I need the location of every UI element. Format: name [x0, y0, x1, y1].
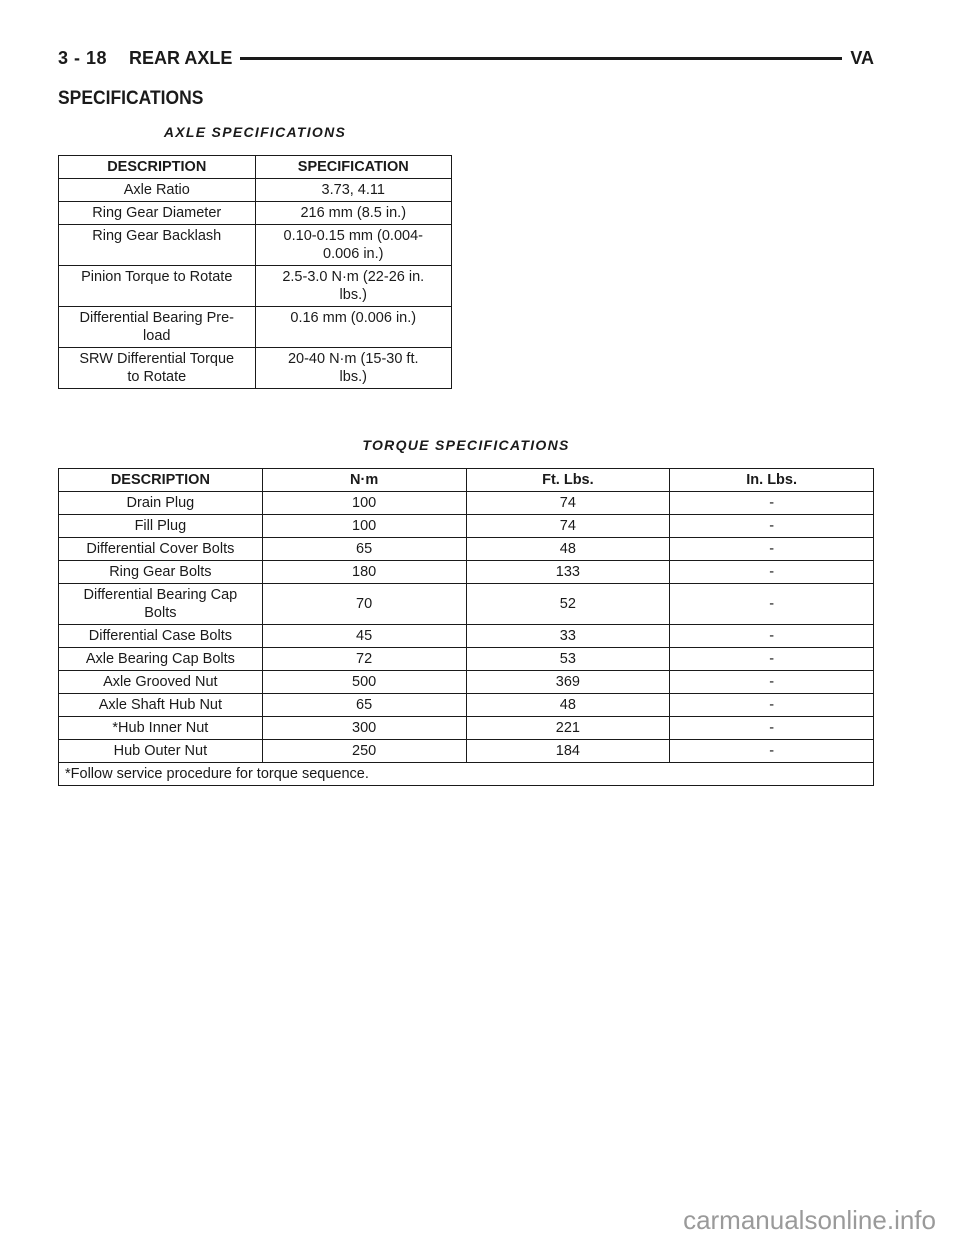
- table-cell: 65: [262, 694, 466, 717]
- table-cell: 0.10-0.15 mm (0.004- 0.006 in.): [255, 225, 452, 266]
- table-cell: Differential Case Bolts: [59, 625, 263, 648]
- table-cell: -: [670, 740, 874, 763]
- table-row: [59, 225, 452, 266]
- axle-specs-header-row: [59, 156, 452, 179]
- table-cell: 100: [262, 515, 466, 538]
- table-cell: Pinion Torque to Rotate: [59, 266, 256, 307]
- table-cell: 53: [466, 648, 670, 671]
- table-cell: -: [670, 584, 874, 625]
- axle-specs-title: AXLE SPECIFICATIONS: [163, 124, 347, 140]
- table-row: [59, 515, 874, 538]
- table-cell: 20-40 N·m (15-30 ft. lbs.): [255, 348, 452, 389]
- table-cell: 250: [262, 740, 466, 763]
- table-cell: 369: [466, 671, 670, 694]
- table-cell: Axle Ratio: [59, 179, 256, 202]
- table-cell: -: [670, 717, 874, 740]
- column-header: SPECIFICATION: [255, 156, 452, 179]
- table-row: [59, 266, 452, 307]
- table-cell: Hub Outer Nut: [59, 740, 263, 763]
- torque-specs-body: [59, 492, 874, 786]
- axle-specs-table: [58, 155, 452, 389]
- table-row: [59, 202, 452, 225]
- table-cell: Axle Grooved Nut: [59, 671, 263, 694]
- table-cell: -: [670, 625, 874, 648]
- table-row: [59, 307, 452, 348]
- table-cell: Axle Shaft Hub Nut: [59, 694, 263, 717]
- torque-specs-title: TORQUE SPECIFICATIONS: [362, 437, 570, 453]
- table-cell: 65: [262, 538, 466, 561]
- table-cell: 74: [466, 515, 670, 538]
- table-cell: 3.73, 4.11: [255, 179, 452, 202]
- page-header: [58, 44, 874, 72]
- table-row: [59, 179, 452, 202]
- table-row: [59, 492, 874, 515]
- section-title: REAR AXLE: [129, 47, 233, 68]
- table-cell: Differential Bearing Pre- load: [59, 307, 256, 348]
- table-cell: Ring Gear Diameter: [59, 202, 256, 225]
- table-cell: 33: [466, 625, 670, 648]
- header-rule: [240, 57, 842, 60]
- model-code: VA: [850, 47, 874, 68]
- table-cell: 72: [262, 648, 466, 671]
- table-cell: Differential Cover Bolts: [59, 538, 263, 561]
- footnote-row: [59, 763, 874, 786]
- table-row: [59, 717, 874, 740]
- column-header: DESCRIPTION: [59, 469, 263, 492]
- table-cell: Differential Bearing Cap Bolts: [59, 584, 263, 625]
- table-cell: Fill Plug: [59, 515, 263, 538]
- page-number: 3 - 18: [58, 47, 108, 68]
- table-cell: 221: [466, 717, 670, 740]
- table-row: [59, 740, 874, 763]
- table-cell: -: [670, 538, 874, 561]
- table-cell: -: [670, 648, 874, 671]
- table-cell: 100: [262, 492, 466, 515]
- table-cell: 70: [262, 584, 466, 625]
- column-header: DESCRIPTION: [59, 156, 256, 179]
- table-cell: 45: [262, 625, 466, 648]
- table-row: [59, 671, 874, 694]
- table-cell: 74: [466, 492, 670, 515]
- table-cell: -: [670, 561, 874, 584]
- table-cell: Ring Gear Backlash: [59, 225, 256, 266]
- table-cell: 0.16 mm (0.006 in.): [255, 307, 452, 348]
- column-header: Ft. Lbs.: [466, 469, 670, 492]
- table-cell: -: [670, 671, 874, 694]
- table-cell: -: [670, 694, 874, 717]
- column-header: N·m: [262, 469, 466, 492]
- table-row: [59, 561, 874, 584]
- table-row: [59, 694, 874, 717]
- table-row: [59, 625, 874, 648]
- table-cell: -: [670, 515, 874, 538]
- table-cell: 500: [262, 671, 466, 694]
- table-cell: 48: [466, 538, 670, 561]
- table-cell: 52: [466, 584, 670, 625]
- table-cell: *Hub Inner Nut: [59, 717, 263, 740]
- axle-specs-body: [59, 179, 452, 389]
- table-row: [59, 584, 874, 625]
- table-row: [59, 538, 874, 561]
- table-cell: 133: [466, 561, 670, 584]
- table-cell: 216 mm (8.5 in.): [255, 202, 452, 225]
- table-row: [59, 348, 452, 389]
- watermark: carmanualsonline.info: [683, 1205, 936, 1235]
- table-cell: -: [670, 492, 874, 515]
- table-cell: 2.5-3.0 N·m (22-26 in. lbs.): [255, 266, 452, 307]
- column-header: In. Lbs.: [670, 469, 874, 492]
- table-row: [59, 648, 874, 671]
- table-cell: SRW Differential Torque to Rotate: [59, 348, 256, 389]
- table-cell: Ring Gear Bolts: [59, 561, 263, 584]
- table-cell: 184: [466, 740, 670, 763]
- footnote: *Follow service procedure for torque sequence.: [59, 763, 874, 786]
- table-cell: 300: [262, 717, 466, 740]
- page-title: SPECIFICATIONS: [58, 88, 204, 109]
- table-cell: Axle Bearing Cap Bolts: [59, 648, 263, 671]
- table-cell: 180: [262, 561, 466, 584]
- torque-specs-table: [58, 468, 874, 786]
- torque-specs-header-row: [59, 469, 874, 492]
- table-cell: Drain Plug: [59, 492, 263, 515]
- table-cell: 48: [466, 694, 670, 717]
